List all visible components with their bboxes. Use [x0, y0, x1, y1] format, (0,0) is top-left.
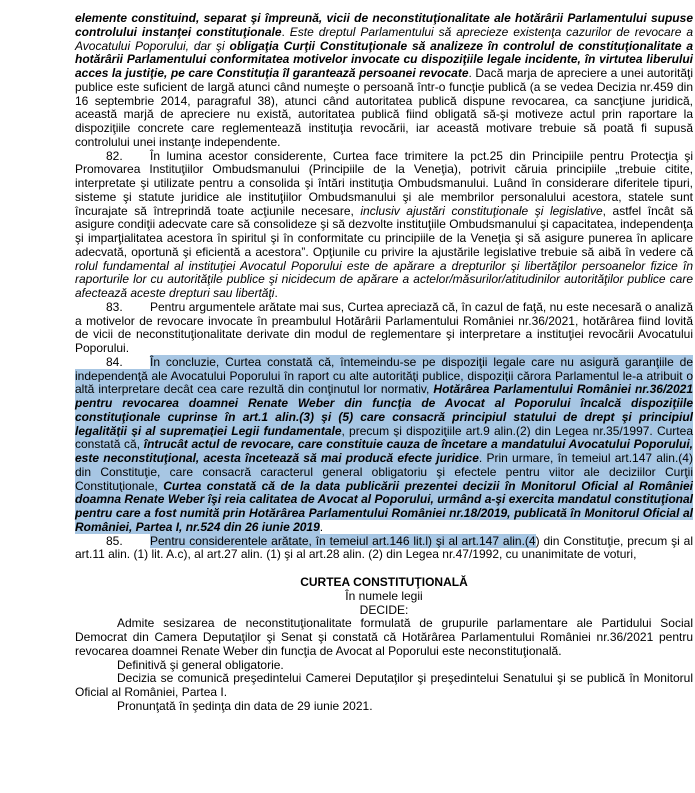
text-run: rolul fundamental al instituţiei Avocatul Poporului este de apărare a drepturilor şi libertăţilor persoanelor fizice în raporturile lor cu autorităţile publice şi nicidecum de apărare a actelor/măsurilor/atitudinilor autorităţilor publice care afectează aceste drepturi sau libertăţi [75, 258, 693, 300]
highlighted-text: Pentru considerentele arătate, în temeiul art.146 lit.l) şi al art.147 alin.(4 [150, 533, 536, 548]
text-run: În numele legii [345, 588, 423, 603]
text-run: . [274, 286, 278, 300]
text-run: În lumina acestor considerente, Curtea face trimitere la pct.25 din Principiile pentru Protecţia şi Promovarea Instituţiilor Ombudsmanului (Principiile de la Veneţia), potrivit căruia principiile „trebuie citite, interpretate şi utilizate pentru a consolida şi întări instituţia Ombudsmanului. Luând în considerare diferitele tipuri, sisteme şi statute juridice ale instituţiilor Ombudsmanului şi ale membrilor personalului acestora, statele sunt încurajate să întreprindă toate acţiunile necesare, [75, 148, 693, 218]
text-run: ) din Constituţie, precum şi al art.11 alin. (1) lit. A.c), al art.27 alin. (1) şi al art.28 alin. (2) din Legea nr.47/1992, cu unanimitate de voturi, [75, 533, 693, 562]
decision-definitiva [75, 659, 693, 673]
court-heading [75, 576, 693, 590]
highlighted-text: Curtea constată că de la data publicării prezentei decizii în Monitorul Oficial al României doamna Renate Weber îşi reia calitatea de Avocat al Poporului, urmând a-şi exercita mandatul constituţional pentru care a fost numită prin Hotărârea Parlamentului României nr.18/2019, publicată în Monitorul Oficial al României, Partea I, nr.524 din 26 iunie 2019 [75, 478, 693, 534]
text-run: . [281, 24, 290, 39]
paragraph-number: 83. [106, 299, 123, 314]
decision-comunicare [75, 672, 693, 700]
paragraph-number: 85. [106, 533, 123, 548]
text-run: , astfel încât să asigure condiţii adecvate care să consolideze şi să dezvolte instituţiile Ombudsmanului şi capacitatea, independenţa şi imparţialitatea acestora în spiritul şi în conformitate cu principiile de la Veneţia şi să asigure punerea în aplicare adecvată, oportună şi eficientă a acestora”. Opţiunile cu privire la ajustările legislative trebuie să aibă în vedere că [75, 203, 693, 259]
document-body [75, 12, 693, 714]
text-run: DECIDE: [359, 602, 409, 617]
decision-pronuntata [75, 700, 693, 714]
decision-admite [75, 617, 693, 658]
text-run: inclusiv ajustări constituţionale şi legislative [360, 203, 603, 218]
paragraph-82 [75, 150, 693, 301]
paragraph-number: 84. [106, 354, 123, 369]
highlighted-text: , precum şi dispoziţiile art.9 alin.(2) din Legea nr.35/1997. Curtea constată că, [75, 423, 693, 452]
text-run: obligaţia Curţii Constituţionale să analizeze în controlul de constituţionalitate a hotărârii Parlamentului conformitatea motivelor invocate cu dispoziţiile legale incidente, în virtutea liberului acces la justiţie, pe care Constituţia îl garantează persoanei revocate [75, 38, 694, 80]
text-run: . Dacă marja de apreciere a unei autorităţi publice este suficient de largă atunci când numeşte o persoană într-o funcţie publică (a se vedea Decizia nr.459 din 16 septembrie 2014, paragraful 38), atunci când autoritatea publică dispune revocarea, ca sancţiune juridică, această marjă de apreciere nu există, autoritatea publică fiind obligată să-şi motiveze actul prin raportare la dispoziţiile concrete care reglementează instituţia revocării, iar această motivare trebuie să poată fi supusă controlului unei instanţe independente. [75, 66, 693, 149]
text-run: Pronunţată în şedinţa din data de 29 iunie 2021. [117, 698, 373, 713]
highlighted-text: întrucât actul de revocare, care constituie cauza de încetare a mandatului Avocatului Poporului, este neconstituţional, acesta încetează să mai producă efecte juridice [75, 437, 693, 465]
paragraph-number: 82. [106, 148, 123, 163]
text-run: elemente constituind, separat şi împreună, vicii de neconstituţionalitate ale hotărârii Parlamentului supuse controlului instanţei constituţionale [75, 11, 693, 39]
paragraph-85 [75, 535, 693, 563]
paragraph-81-continuation [75, 12, 693, 150]
in-the-name-of-law-line [75, 590, 693, 604]
text-run: Admite sesizarea de neconstituţionalitate formulată de grupurile parlamentare ale Partidului Social Democrat din Camera Deputaţilor şi Senat şi constată că Hotărârea Parlamentului României nr.36/2021 pentru revocarea doamnei Renate Weber din funcţia de Avocat al Poporului este neconstituţională. [75, 616, 693, 658]
highlighted-text: În concluzie, Curtea constată că, întemeindu-se pe dispoziţii legale care nu asigură garanţiile de independenţă ale Avocatului Poporului în raport cu alte autorităţi publice, dispoziţii cărora Parlamentul le-a atribuit o altă interpretare decât cea care rezultă din conţinutul lor normativ, [75, 354, 693, 397]
text-run: Este dreptul Parlamentului să aprecieze existenţa cazurilor de revocare a Avocatului Poporului, dar şi [75, 24, 693, 53]
text-run: Pentru argumentele arătate mai sus, Curtea apreciază că, în cazul de faţă, nu este necesară o analiză a motivelor de revocare invocate în preambulul Hotărârii Parlamentului României nr.36/2021, hotărârea fiind lovită de vicii de neconstituţionalitate derivate din modul de reglementare şi interpretare a instituţiei revocării Avocatului Poporului. [75, 299, 693, 355]
decide-heading [75, 604, 693, 618]
text-run: . [319, 519, 324, 534]
text-run: Definitivă şi general obligatorie. [117, 657, 284, 672]
highlighted-text: . Prin urmare, în temeiul art.147 alin.(4) din Constituţie, care consacră caracterul general obligatoriu şi efectele pentru viitor ale deciziilor Curţii Constituţionale, [75, 451, 693, 493]
text-run: Decizia se comunică preşedintelui Camerei Deputaţilor şi preşedintelui Senatului şi se publică în Monitorul Oficial al României, Partea I. [75, 671, 693, 699]
paragraph-83 [75, 301, 693, 356]
paragraph-84 [75, 356, 693, 535]
text-run: CURTEA CONSTITUŢIONALĂ [300, 575, 468, 589]
highlighted-text: Hotărârea Parlamentului României nr.36/2021 pentru revocarea doamnei Renate Weber din funcţia de Avocat al Poporului încalcă dispoziţiile constituţionale cuprinse în art.1 alin.(3) şi (5) care consacră principiul statului de drept şi principiul legalităţii şi al supremaţiei Legii fundamentale [75, 382, 693, 438]
